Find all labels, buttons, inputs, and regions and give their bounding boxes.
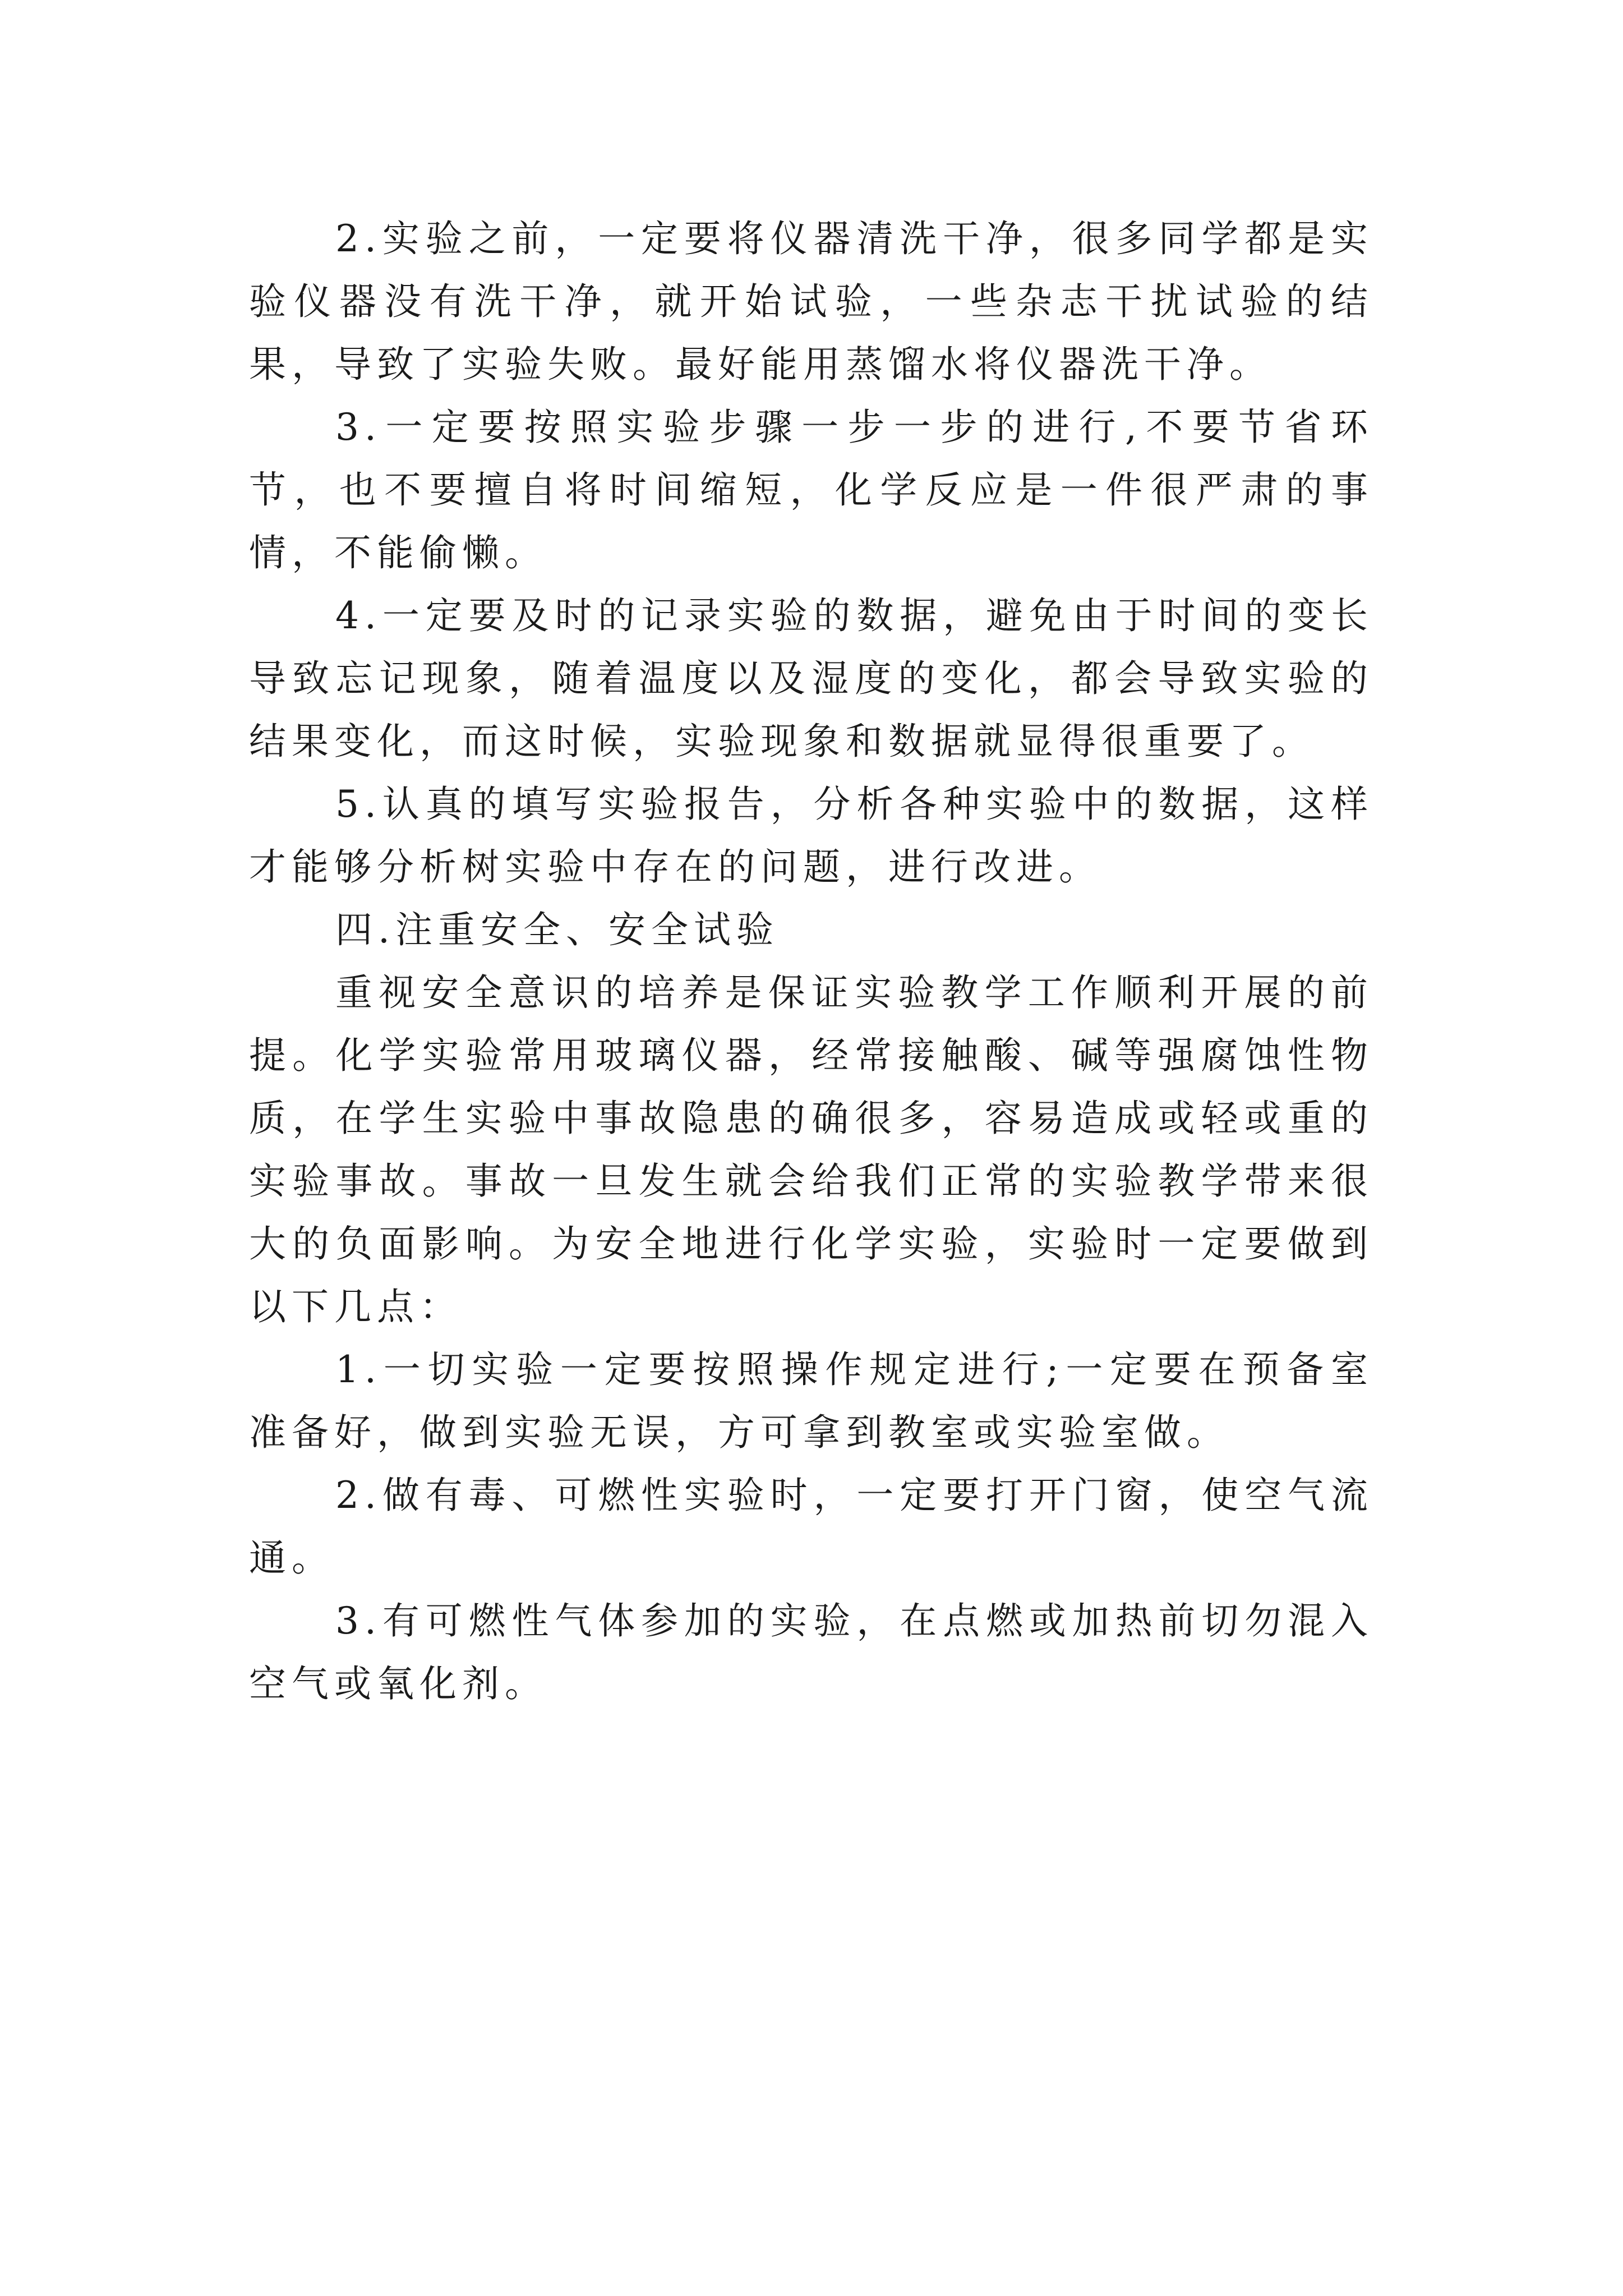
paragraph-follow-steps: 3.一定要按照实验步骤一步一步的进行,不要节省环节，也不要擅自将时间缩短，化学反应是一件很严肃的事情，不能偷懒。 (249, 406, 1373, 574)
section-heading-safety: 四.注重安全、安全试验 (335, 908, 779, 951)
paragraph-safety-rule-2: 2.做有毒、可燃性实验时，一定要打开门窗，使空气流通。 (249, 1474, 1373, 1580)
paragraph-cleaning-instruments: 2.实验之前，一定要将仪器清洗干净，很多同学都是实验仪器没有洗干净，就开始试验，一些杂志干扰试验的结果，导致了实验失败。最好能用蒸馏水将仪器洗干净。 (249, 217, 1373, 386)
paragraph-safety-rule-3: 3.有可燃性气体参加的实验，在点燃或加热前切勿混入空气或氧化剂。 (249, 1599, 1373, 1705)
paragraph-lab-report: 5.认真的填写实验报告，分析各种实验中的数据，这样才能够分析树实验中存在的问题，进行改进。 (249, 783, 1373, 889)
paragraph-record-data: 4.一定要及时的记录实验的数据，避免由于时间的变长导致忘记现象，随着温度以及湿度的变化，都会导致实验的结果变化，而这时候，实验现象和数据就显得很重要了。 (249, 594, 1373, 763)
paragraph-safety-awareness: 重视安全意识的培养是保证实验教学工作顺利开展的前提。化学实验常用玻璃仪器，经常接触酸、碱等强腐蚀性物质，在学生实验中事故隐患的确很多，容易造成或轻或重的实验事故。事故一旦发生就会给我们正常的实验教学带来很大的负面影响。为安全地进行化学实验，实验时一定要做到以下几点： (249, 971, 1373, 1328)
document-body (249, 208, 1373, 1715)
paragraph-safety-rule-1: 1.一切实验一定要按照操作规定进行;一定要在预备室准备好，做到实验无误，方可拿到教室或实验室做。 (249, 1348, 1373, 1454)
